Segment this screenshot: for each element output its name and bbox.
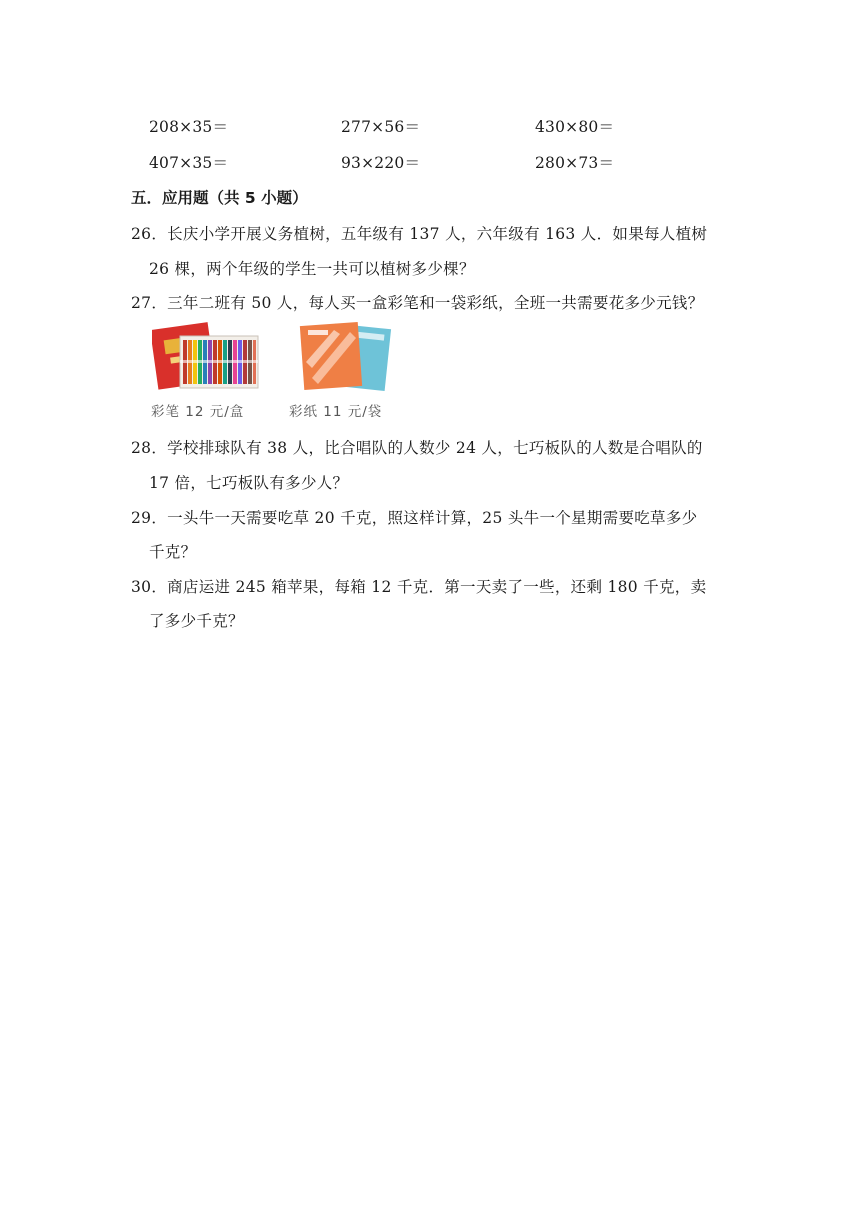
calculation-item: 277×56＝	[341, 118, 421, 136]
colored-paper-caption: 彩纸 11 元/袋	[289, 404, 383, 420]
calculation-row-2	[0, 151, 860, 175]
question-30-line-1: 30．商店运进 245 箱苹果，每箱 12 千克．第一天卖了一些，还剩 180 千克，卖	[131, 578, 707, 596]
question-27-line-1: 27．三年二班有 50 人，每人买一盒彩笔和一袋彩纸，全班一共需要花多少元钱？	[131, 294, 704, 312]
question-26-line-2: 26 棵，两个年级的学生一共可以植树多少棵？	[149, 260, 475, 278]
calculation-row-1	[0, 115, 860, 139]
calculation-item: 407×35＝	[149, 154, 229, 172]
colored-pens-caption: 彩笔 12 元/盒	[151, 404, 245, 420]
colored-pens-box-image	[152, 322, 262, 392]
calculation-item: 430×80＝	[535, 118, 615, 136]
question-29-line-1: 29．一头牛一天需要吃草 20 千克，照这样计算，25 头牛一个星期需要吃草多少	[131, 509, 698, 527]
section-title: 五．应用题（共 5 小题）	[131, 189, 308, 207]
question-27-figure	[148, 322, 408, 422]
colored-paper-image	[298, 322, 398, 392]
question-30-line-2: 了多少千克？	[149, 612, 244, 630]
question-26-line-1: 26．长庆小学开展义务植树，五年级有 137 人，六年级有 163 人．如果每人植树	[131, 225, 708, 243]
question-28-line-1: 28．学校排球队有 38 人，比合唱队的人数少 24 人，七巧板队的人数是合唱队的	[131, 439, 703, 457]
calculation-item: 280×73＝	[535, 154, 615, 172]
question-28-line-2: 17 倍，七巧板队有多少人？	[149, 474, 349, 492]
calculation-item: 208×35＝	[149, 118, 229, 136]
question-29-line-2: 千克？	[149, 543, 197, 561]
calculation-item: 93×220＝	[341, 154, 421, 172]
